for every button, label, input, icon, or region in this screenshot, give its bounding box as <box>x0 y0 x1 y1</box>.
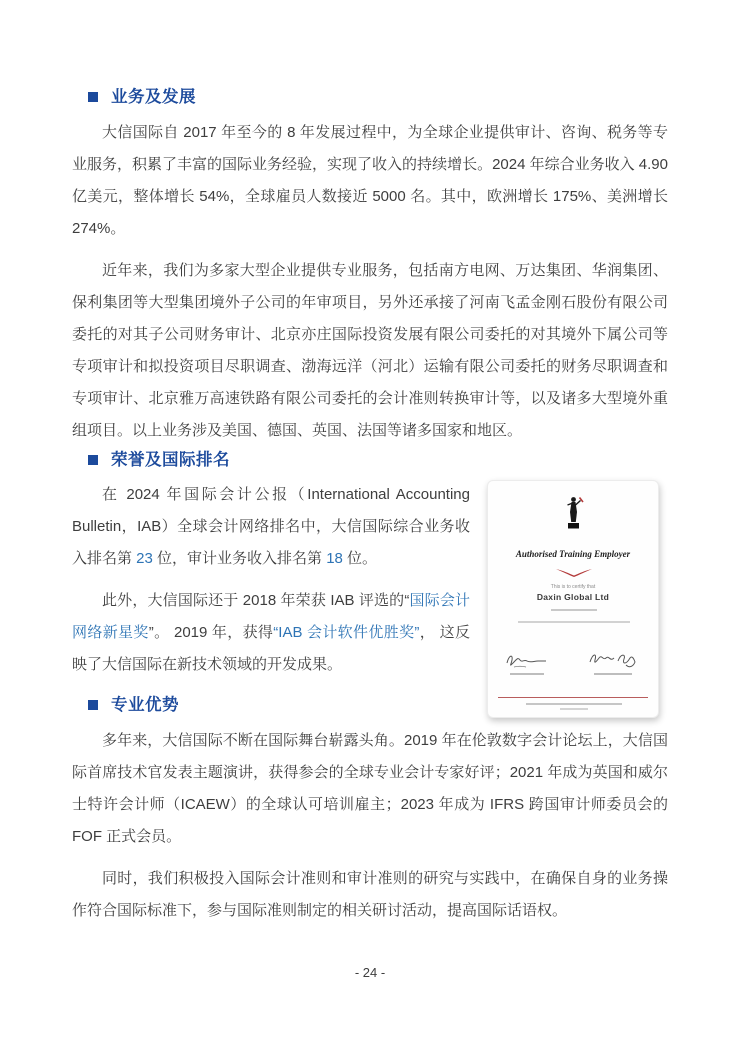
text-run: ”。 2019 年，获得 <box>148 624 274 641</box>
section-heading-honors <box>88 449 668 471</box>
page-footer <box>72 965 668 980</box>
text-run: ， 这反映了大信国际在新技术领域的开发成果。 <box>72 624 471 673</box>
certificate-employer-number-line <box>551 609 597 611</box>
certificate-authorisation-line <box>518 621 630 623</box>
section-business <box>72 0 668 447</box>
square-bullet-icon <box>88 455 98 465</box>
business-paragraph-2 <box>72 255 668 447</box>
signature-left-caption-line <box>510 673 544 675</box>
certificate-red-rule <box>498 697 648 698</box>
text-run: 23 <box>136 550 153 567</box>
text-run: 在 2024 年国际会计公报（International Accounting Bulletin，IAB）全球会计网络排名中，大信国际综合业务收入排名第 <box>72 486 470 567</box>
text-run: 国际会计网络新星奖 <box>72 592 470 641</box>
certificate-company-name: Daxin Global Ltd <box>536 592 610 602</box>
text-run: 近年来，我们为多家大型企业提供专业服务，包括南方电网、万达集团、华润集团、保利集团等大型集团境外子公司的年审项目，另外还承接了河南飞孟金刚石股份有限公司委托的对其子公司财务审计、北京亦庄国际投资发展有限公司委托的对其境外下属公司等专项审计和拟投资项目尽职调查、渤海远洋（河北）运输有限公司委托的财务尽职调查和专项审计、北京雅万高速铁路有限公司委托的会计准则转换审计等，以及诸多大型境外重组项目。以上业务涉及美国、德国、英国、法国等诸多国家和地区。 <box>72 262 668 439</box>
text-run: 多年来，大信国际不断在国际舞台崭露头角。2019 年在伦敦数字会计论坛上，大信国际首席技术官发表主题演讲，获得参会的全球专业会计专家好评；2021 年成为英国和威尔士特许会计师（ICAEW）的全球认可培训雇主；2023 年成为 IFRS 跨国审计师委员会的 FOF 正式会员。 <box>72 732 668 845</box>
icaew-statue-icon <box>562 495 586 533</box>
square-bullet-icon <box>88 92 98 102</box>
advantages-paragraph-1 <box>72 725 668 853</box>
text-run: 同时，我们积极投入国际会计准则和审计准则的研究与实践中，在确保自身的业务操作符合国际标准下，参与国际准则制定的相关研讨活动，提高国际话语权。 <box>72 870 668 919</box>
red-chevron-icon <box>554 567 594 578</box>
text-run: 此外，大信国际还于 2018 年荣获 IAB 评选的“ <box>102 592 410 609</box>
section-heading-business <box>88 0 668 108</box>
certificate-footer-line-1 <box>526 703 622 705</box>
square-bullet-icon <box>88 700 98 710</box>
text-run: 位。 <box>342 550 378 567</box>
business-paragraph-1 <box>72 117 668 245</box>
text-run: 位，审计业务收入排名第 <box>152 550 327 567</box>
signature-right <box>586 649 638 671</box>
certificate-footer-line-2 <box>560 708 588 710</box>
certificate-certify-line: This is to certify that <box>550 584 596 590</box>
text-run: “IAB 会计软件优胜奖” <box>273 624 420 641</box>
certificate-title: Authorised Training Employer <box>515 549 631 559</box>
page-number: - 24 - <box>354 965 386 980</box>
honors-paragraph-1 <box>72 479 470 575</box>
honors-text-column <box>72 479 470 681</box>
section-title-business: 业务及发展 <box>111 88 196 106</box>
section-title-honors: 荣誉及国际排名 <box>111 451 230 469</box>
honors-paragraph-2 <box>72 585 470 681</box>
section-advantages <box>72 694 668 927</box>
signature-right-caption-line <box>594 673 632 675</box>
text-run: 大信国际自 2017 年至今的 8 年发展过程中，为全球企业提供审计、咨询、税务等专业服务，积累了丰富的国际业务经验，实现了收入的持续增长。2024 年综合业务收入 4.90 亿美元，整体增长 54%，全球雇员人数接近 5000 名。其中，欧洲增长 175%、美洲增长 274%。 <box>72 124 668 237</box>
signature-left <box>504 651 550 671</box>
advantages-paragraph-2 <box>72 863 668 927</box>
certificate-image <box>487 480 659 718</box>
text-run: 18 <box>326 550 343 567</box>
section-title-advantages: 专业优势 <box>111 696 179 714</box>
